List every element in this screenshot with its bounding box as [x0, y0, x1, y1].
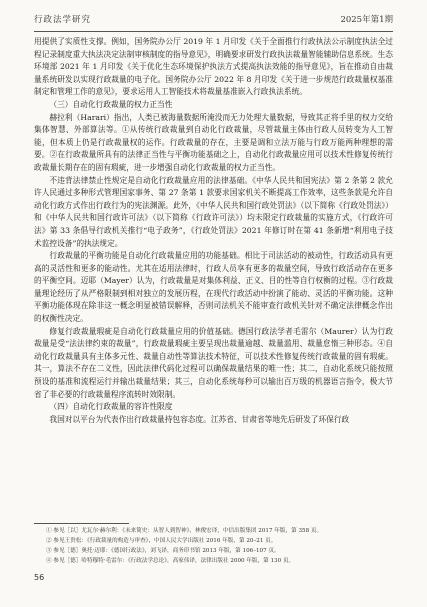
journal-title: 行政法学研究 — [34, 15, 92, 25]
section-heading: （四）自动化行政裁量的容许性限度 — [49, 402, 173, 412]
issue-label: 2025年第1期 — [340, 15, 393, 25]
footnote: ③ 参见［德］奥托·迈耶：《德国行政法》，刘飞译，商务印书馆 2013 年版，第 106–107 页。 — [46, 548, 280, 554]
paragraph: 用提供了实质性支撑。例如，国务院办公厅 2019 年 1 月印发《关于全面推行行政执法公示制度执法全过程记录制度重大执法决定法制审核制度的指导意见》，明确要求研发行政执法裁量智能辅助信息系统。生态环境部 2021 年 1 月印发《关于优化生态环境保护执法方式提高执法效能的指导意见》，旨在推动自由裁量系统研发以实现行政裁量的电子化。国务院办公厅 2022 年 8 月印发《关于进一步规范行政裁量权基准制定和管理工作的意见》，要求运用人工智能技术将裁量基准嵌入行政执法系统。 — [34, 37, 393, 97]
paragraph: 我国对以平台为代表作出行政裁量持包容态度。江苏省、甘肃省等地先后研发了环保行政 — [49, 414, 350, 424]
footnote: ② 参见王贵松：《行政裁量的构造与审查》，中国人民大学出版社 2016 年版，第 20–21 页。 — [46, 538, 277, 544]
page-number: 56 — [34, 573, 45, 582]
paragraph: 修复行政裁量瑕疵是自动化行政裁量应用的价值基础。德国行政法学者毛雷尔（Maurer）认为行政裁量是受“法法律约束的裁量”，行政裁量瑕疵主要呈现出裁量逾越、裁量滥用、裁量怠惰三种形态。④自动化行政裁量具有主体多元性、裁量自动性等算法技术特征，可以技术性修复传统行政裁量的固有瑕疵。其一，算法不存在二义性，因此法律代码化过程可以确保裁量结果的唯一性；其二，自动化系统只能按照预设的基准和流程运行并输出裁量结果；其三，自动化系统每秒可以输出百万级的机器语言指令，极大节省了非必要的行政裁量程序流转时效限制。 — [34, 326, 393, 399]
paragraph: 赫拉利（Harari）指出，人类已被海量数据所淹没而无力处理大量数据，导致其正将手里的权力交给集体智慧、外部算法等。①从传统行政裁量到自动化行政裁量，尽管裁量主体由行政人员转变为人工智能，但本质上仍是行政裁量权的运作。行政裁量的存在，主要是调和立法万能与行政万能两种理想的需要。②在行政裁量所具有的法律正当性与平衡功能基础之上，自动化行政裁量应用可以技术性修复传统行政裁量长期存在的固有瑕疵，进一步增强自动化行政裁量的权力正当性。 — [34, 112, 393, 172]
paragraph: 行政裁量的平衡功能是自动化行政裁量应用的功能基础。相比于司法活动的被动性，行政活动具有更高的灵活性和更多的能动性。尤其在适用法律时，行政人员享有更多的裁量空间，导致行政活动存在更多的平衡空间。迈耶（Mayer）认为，行政裁量是对集体利益、正义、目的性等自行权衡的过程。③行政裁量理论经历了从严格限制到相对独立的发展历程，在现代行政活动中扮演了能动、灵活的平衡功能。这种平衡功能体现在除非这一概念明显被错误解释，否则司法机关不能审查行政机关针对不确定法律概念作出的权衡性决定。 — [34, 251, 393, 324]
footnote-rule — [34, 523, 129, 524]
running-header — [34, 10, 393, 28]
footnote: ① 参见［以］尤瓦尔·赫尔利：《未来简史：从智人到智神》，林俊宏译，中信出版集团 2017 年版，第 358 页。 — [46, 528, 323, 534]
article-body — [34, 36, 393, 426]
footnotes — [46, 526, 393, 566]
footnote: ④ 参见［德］哈特穆特·毛雷尔：《行政法学总论》，高家伟译，法律出版社 2000 年版，第 130 页。 — [46, 558, 295, 564]
paragraph: 不违背法律禁止性规定是自动化行政裁量应用的法律基础。《中华人民共和国宪法》第 2 条第 2 款允许人民通过多种形式管理国家事务、第 27 条第 1 款要求国家机关不断提高工作效率，这些条款是允许自动化行政方式作出行政行为的宪法渊源。此外，《中华人民共和国行政处罚法》（以下简称《行政处罚法》）和《中华人民共和国行政许可法》（以下简称《行政许可法》）均未限定行政裁量的实施方式，《行政许可法》第 33 条倡导行政机关推行“电子政务”，《行政处罚法》2021 年修订时在第 41 条新增“利用电子技术监控设备”的执法规定。 — [34, 175, 393, 248]
header-rule — [34, 31, 393, 32]
section-heading: （三）自动化行政裁量的权力正当性 — [49, 99, 173, 109]
